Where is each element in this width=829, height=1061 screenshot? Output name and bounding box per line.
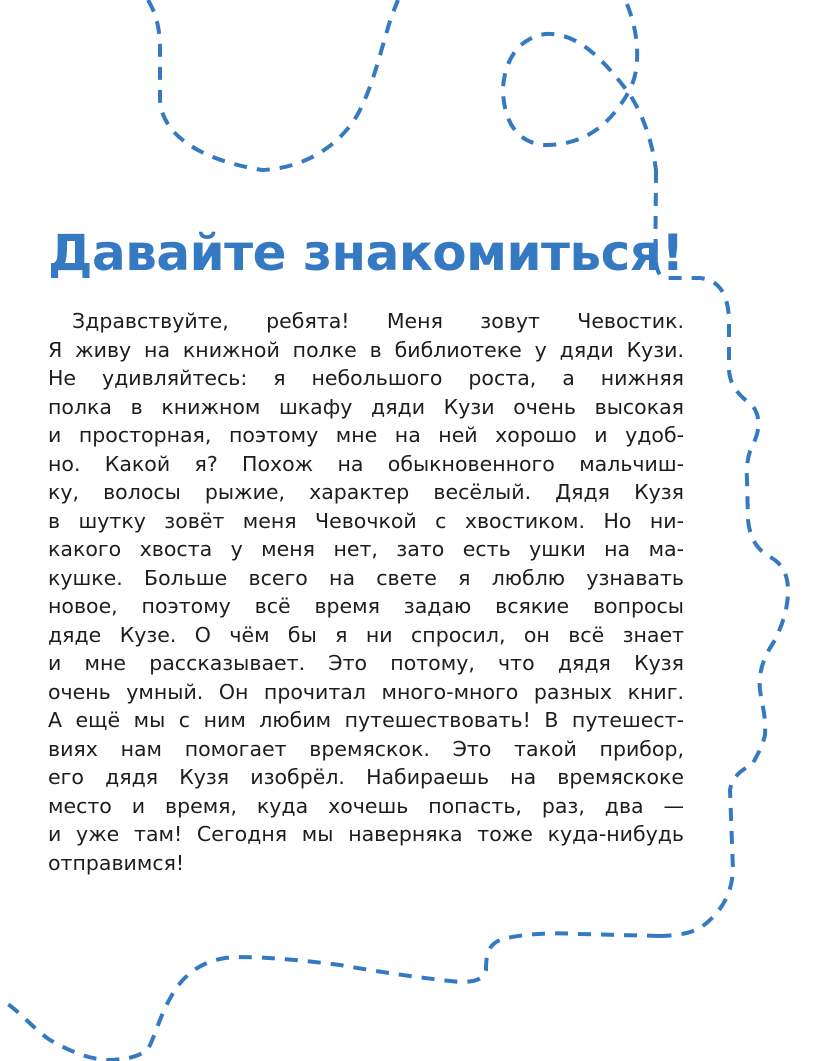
body-line: виях нам помогает времяскок. Это такой прибор, <box>48 736 684 761</box>
body-line: его дядя Кузя изобрёл. Набираешь на времяскоке <box>48 765 684 789</box>
dashed-curve-top-left <box>148 0 398 170</box>
body-line: и просторная, поэтому мне на ней хорошо и удоб- <box>48 423 684 447</box>
body-line: дяде Кузе. О чём бы я ни спросил, он всё знает <box>48 622 684 647</box>
body-line: Здравствуйте, ребята! Меня зовут Чевостик. <box>72 309 684 333</box>
dashed-curve-bottom <box>5 933 660 1060</box>
body-line: ку, волосы рыжие, характер весёлый. Дядя Кузя <box>48 480 684 504</box>
body-line-last: отправимся! <box>48 850 185 875</box>
body-line: А ещё мы с ним любим путешествовать! В путешест- <box>48 708 684 732</box>
body-paragraph <box>48 307 684 877</box>
body-line: новое, поэтому всё время задаю всякие вопросы <box>48 594 684 618</box>
body-line: в шутку зовёт меня Чевочкой с хвостиком. Но ни- <box>48 508 684 533</box>
body-line: полка в книжном шкафу дяди Кузи очень высокая <box>48 394 684 419</box>
page-title: Давайте знакомиться! <box>48 224 684 282</box>
body-line: Не удивляйтесь: я небольшого роста, а нижняя <box>48 366 684 390</box>
body-line: какого хвоста у меня нет, зато есть ушки на ма- <box>48 537 684 561</box>
body-line: кушке. Больше всего на свете я люблю узнавать <box>48 565 684 590</box>
body-line: очень умный. Он прочитал много-много разных книг. <box>48 679 684 704</box>
body-line: и мне рассказывает. Это потому, что дядя Кузя <box>48 651 684 675</box>
body-line: но. Какой я? Похож на обыкновенного мальчиш- <box>48 451 684 476</box>
body-line: и уже там! Сегодня мы наверняка тоже куда-нибудь <box>48 822 684 846</box>
body-line: Я живу на книжной полке в библиотеке у дяди Кузи. <box>48 337 684 362</box>
body-line: место и время, куда хочешь попасть, раз, два — <box>48 793 684 818</box>
dashed-curve-top-right-loop <box>503 4 656 170</box>
